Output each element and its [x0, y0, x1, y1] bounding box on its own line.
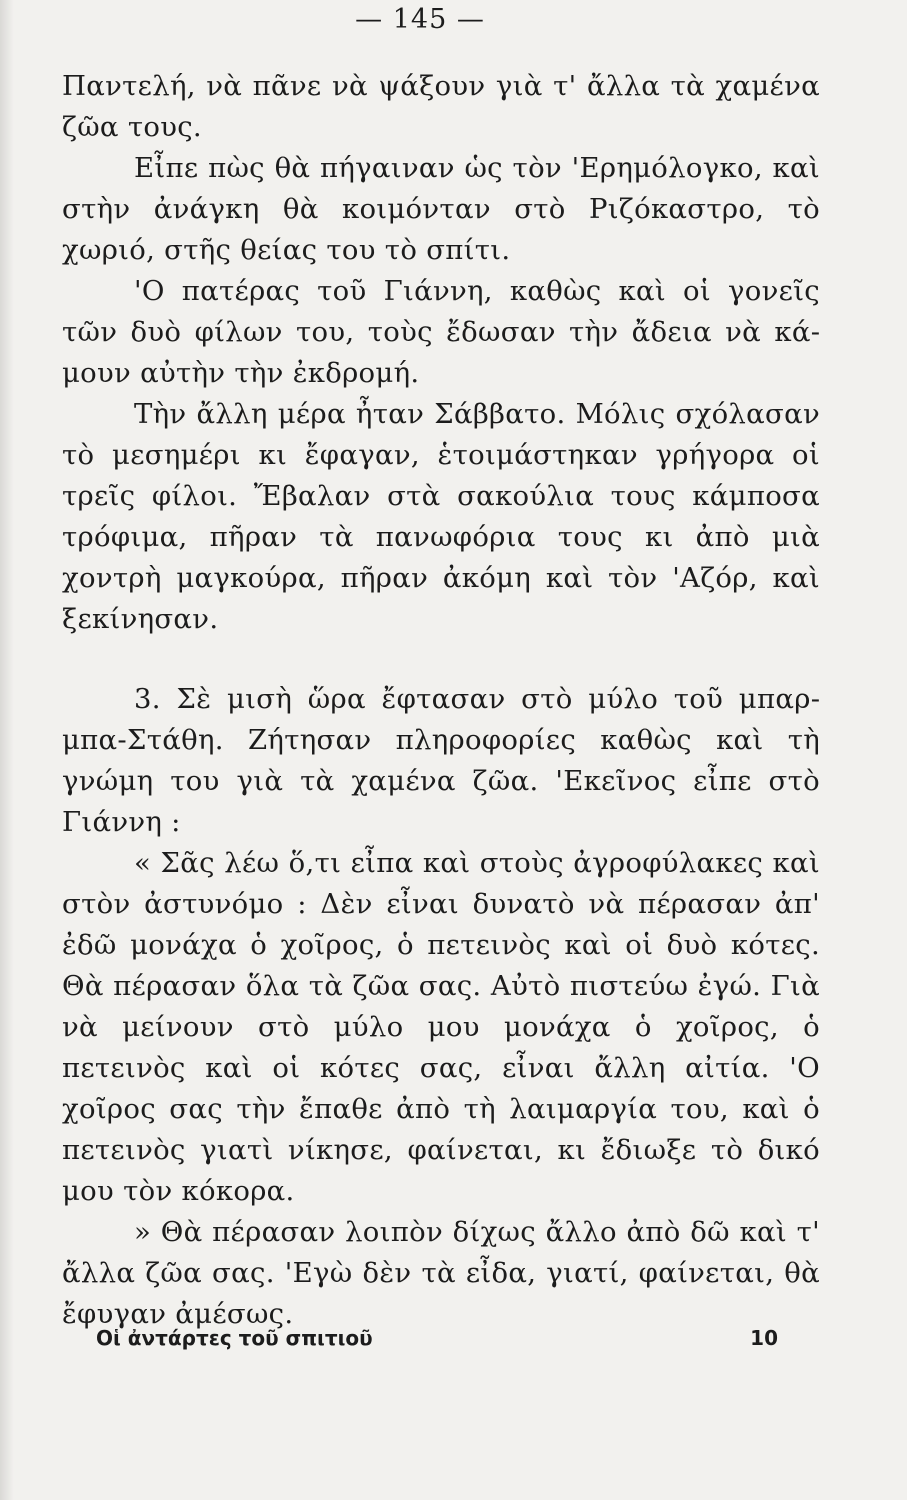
signature-mark: 10	[750, 1326, 778, 1350]
paragraph: Εἶπε πὼς θὰ πήγαιναν ὡς τὸν 'Ερημόλογκο, καὶ στὴν ἀνάγκη θὰ κοιμόνταν στὸ Ριζόκαστρο, τὸ χωριό, στῆς θείας του τὸ σπίτι.	[62, 152, 820, 266]
paragraph: 'Ο πατέρας τοῦ Γιάννη, καθὼς καὶ οἱ γονεῖς τῶν δυὸ φίλων του, τοὺς ἔδωσαν τὴν ἄδεια νὰ κάμουν αὐτὴν τὴν ἐκδρομή.	[62, 275, 820, 389]
paragraph: Τὴν ἄλλη μέρα ἦταν Σάββατο. Μόλις σχόλασαν τὸ μεσημέρι κι ἔφαγαν, ἑτοιμάστηκαν γρήγορα οἱ τρεῖς φίλοι. Ἔβαλαν στὰ σακούλια τους κάμποσα τρόφιμα, πῆραν τὰ πανωφόρια τους κι ἀπὸ μιὰ χοντρὴ μαγκούρα, πῆραν ἀκόμη καὶ τὸν 'Αζόρ, καὶ ξεκίνησαν.	[62, 398, 820, 635]
body-text	[62, 66, 820, 1335]
paragraph: « Σᾶς λέω ὅ,τι εἶπα καὶ στοὺς ἀγροφύλακες καὶ στὸν ἀστυνόμο : Δὲν εἶναι δυνατὸ νὰ πέρασαν ἀπ' ἐδῶ μονάχα ὁ χοῖρος, ὁ πετεινὸς καὶ οἱ δυὸ κότες. Θὰ πέρασαν ὅλα τὰ ζῶα σας. Αὐτὸ πιστεύω ἐγώ. Γιὰ νὰ μείνουν στὸ μύλο μου μονάχα ὁ χοῖρος, ὁ πετεινὸς καὶ οἱ κότες σας, εἶναι ἄλλη αἰτία. 'Ο χοῖρος σας τὴν ἔπαθε ἀπὸ τὴ λαιμαργία του, καὶ ὁ πετεινὸς γιατὶ νίκησε, φαίνεται, κι ἔδιωξε τὸ δικό μου τὸν κόκορα.	[62, 847, 820, 1207]
section-paragraph: 3. Σὲ μισὴ ὥρα ἔφτασαν στὸ μύλο τοῦ μπαρμπα-Στάθη. Ζήτησαν πληροφορίες καθὼς καὶ τὴ γνώμη του γιὰ τὰ χαμένα ζῶα. 'Εκεῖνος εἶπε στὸ Γιάννη :	[62, 683, 820, 838]
book-title: Οἱ ἀντάρτες τοῦ σπιτιοῦ	[96, 1326, 373, 1350]
page-number: — 145 —	[355, 4, 485, 35]
paragraph: Παντελή, νὰ πᾶνε νὰ ψάξουν γιὰ τ' ἄλλα τὰ χαμένα ζῶα τους.	[62, 70, 820, 143]
paragraph: » Θὰ πέρασαν λοιπὸν δίχως ἄλλο ἀπὸ δῶ καὶ τ' ἄλλα ζῶα σας. 'Εγὼ δὲν τὰ εἶδα, γιατί, φαίνεται, θὰ ἔφυγαν ἀμέσως.	[62, 1216, 820, 1330]
